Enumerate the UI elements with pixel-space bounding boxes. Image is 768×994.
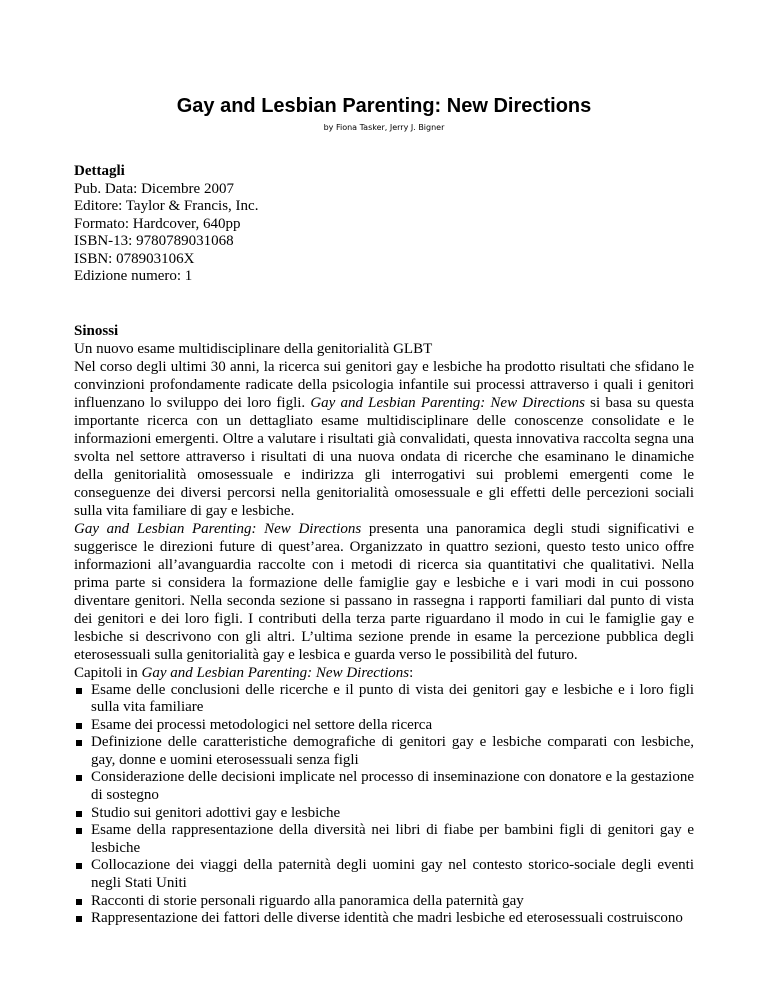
list-item bbox=[74, 910, 694, 928]
paragraph-text: si basa su questa importante ricerca con un dettagliato esame multidisciplinare delle conoscenze consolidate e le informazioni emergenti. Oltre a valutare i risultati già convalidati, questa innovativa raccolta segna una svolta nel settore attraverso i risultati di una nuova ondata di ricerche che esaminano le dinamiche della genitorialità omosessuale e indirizza gli interrogativi sui problemi emergenti come le conseguenze dei diversi percorsi nella genitorialità omosessuale e gli effetti delle percezioni sociali sulla vita familiare di gay e lesbiche. bbox=[74, 394, 694, 519]
list-item bbox=[74, 717, 694, 735]
synopsis-paragraph-1 bbox=[74, 358, 694, 520]
list-item bbox=[74, 805, 694, 823]
details-line: Editore: Taylor & Francis, Inc. bbox=[74, 198, 259, 214]
details-heading: Dettagli bbox=[74, 163, 125, 179]
document-body bbox=[74, 163, 694, 928]
list-item bbox=[74, 734, 694, 769]
book-title-italic: Gay and Lesbian Parenting: New Directions bbox=[141, 664, 410, 681]
details-line: ISBN-13: 9780789031068 bbox=[74, 233, 234, 249]
square-bullet-icon bbox=[76, 688, 82, 694]
list-item-text: Considerazione delle decisioni implicate nel processo di inseminazione con donatore e la gestazione di sostegno bbox=[91, 769, 694, 804]
list-item bbox=[74, 682, 694, 717]
square-bullet-icon bbox=[76, 723, 82, 729]
chapters-intro bbox=[74, 664, 694, 682]
synopsis-subtitle: Un nuovo esame multidisciplinare della genitorialità GLBT bbox=[74, 340, 433, 357]
details-line: Edizione numero: 1 bbox=[74, 268, 193, 284]
paragraph-text: Nel corso degli ultimi 30 anni, la ricerca sui genitori gay e lesbiche ha prodotto risultati che sfidano le convinzioni profondamente radicate della psicologia infantile sui processi attraverso i quali i genitori influenzano lo sviluppo dei loro figli. bbox=[74, 358, 694, 411]
document-byline: by Fiona Tasker, Jerry J. Bigner bbox=[323, 123, 445, 132]
chapters-intro-colon: : bbox=[409, 664, 414, 681]
list-item-text: Collocazione dei viaggi della paternità degli uomini gay nel contesto storico-sociale degli eventi negli Stati Uniti bbox=[91, 857, 694, 892]
square-bullet-icon bbox=[76, 863, 82, 869]
chapters-list bbox=[74, 682, 694, 928]
details-line: ISBN: 078903106X bbox=[74, 250, 195, 267]
details-section bbox=[74, 163, 694, 286]
details-line: Pub. Data: Dicembre 2007 bbox=[74, 180, 234, 197]
document-title: Gay and Lesbian Parenting: New Directions bbox=[176, 95, 592, 117]
square-bullet-icon bbox=[76, 899, 82, 905]
paragraph-text: presenta una panoramica degli studi significativi e suggerisce le direzioni future di quest’area. Organizzato in quattro sezioni, questo testo unico offre informazioni all’avanguardia raccolte con i metodi di ricerca sia quantitativi che qualitativi. Nella prima parte si considera la formazione delle famiglie gay e lesbiche e i vari modi in cui possono diventare genitori. Nella seconda sezione si passano in rassegna i rapporti familiari dal punto di vista dei genitori e dei loro figli. I contributi della terza parte riguardano il modo in cui le famiglie gay e lesbiche si descrivono con gli altri. L’ultima sezione prende in esame la percezione pubblica degli eterosessuali sulla genitorialità gay e lesbica e guarda verso le possibilità del futuro. bbox=[74, 520, 694, 663]
list-item-text: Studio sui genitori adottivi gay e lesbiche bbox=[91, 804, 341, 821]
synopsis-paragraph-2 bbox=[74, 520, 694, 664]
synopsis-heading: Sinossi bbox=[74, 322, 119, 339]
list-item bbox=[74, 822, 694, 857]
synopsis-section bbox=[74, 322, 694, 928]
list-item-text: Esame delle conclusioni delle ricerche e il punto di vista dei genitori gay e lesbiche e i loro figli sulla vita familiare bbox=[91, 681, 694, 716]
list-item-text: Rappresentazione dei fattori delle diverse identità che madri lesbiche ed eterosessuali costruiscono bbox=[91, 910, 683, 927]
list-item-text: Definizione delle caratteristiche demografiche di genitori gay e lesbiche comparati con lesbiche, gay, donne e uomini eterosessuali senza figli bbox=[91, 734, 694, 768]
list-item bbox=[74, 769, 694, 804]
details-line: Formato: Hardcover, 640pp bbox=[74, 215, 241, 232]
square-bullet-icon bbox=[76, 828, 82, 834]
square-bullet-icon bbox=[76, 775, 82, 781]
list-item-text: Esame dei processi metodologici nel settore della ricerca bbox=[91, 716, 433, 733]
list-item bbox=[74, 857, 694, 892]
book-title-italic: Gay and Lesbian Parenting: New Directions bbox=[310, 394, 586, 411]
square-bullet-icon bbox=[76, 811, 82, 817]
list-item bbox=[74, 893, 694, 911]
square-bullet-icon bbox=[76, 740, 82, 746]
square-bullet-icon bbox=[76, 916, 82, 922]
list-item-text: Esame della rappresentazione della diversità nei libri di fiabe per bambini figli di genitori gay e lesbiche bbox=[91, 822, 694, 856]
chapters-intro-text: Capitoli in bbox=[74, 664, 142, 681]
list-item-text: Racconti di storie personali riguardo alla panoramica della paternità gay bbox=[91, 892, 524, 909]
book-title-italic: Gay and Lesbian Parenting: New Directions bbox=[74, 520, 362, 537]
